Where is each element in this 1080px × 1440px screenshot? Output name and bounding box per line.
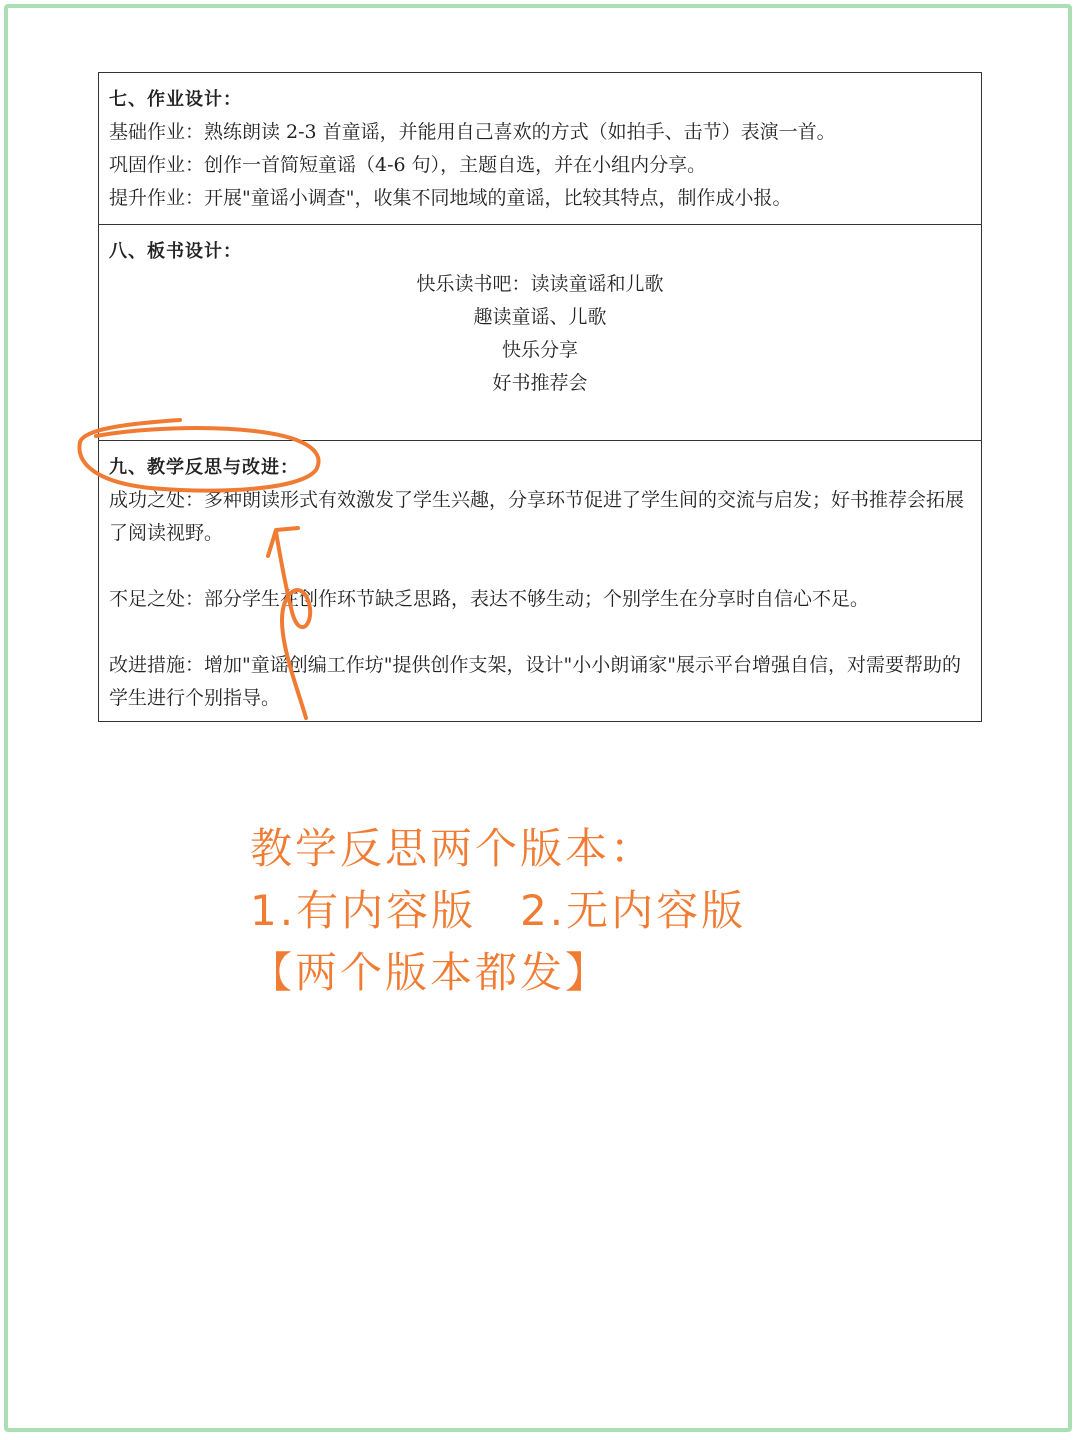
reflection-section <box>99 441 981 721</box>
board-line: 趣读童谣、儿歌 <box>473 306 607 328</box>
version-note-both: 【两个版本都发】 <box>250 948 611 997</box>
board-line: 快乐分享 <box>501 339 578 361</box>
version-note <box>250 818 746 1004</box>
reflection-shortcoming: 不足之处：部分学生在创作环节缺乏思路，表达不够生动；个别学生在分享时自信心不足。 <box>109 588 870 610</box>
version-with-content: 1.有内容版 <box>250 886 477 935</box>
version-without-content: 2.无内容版 <box>520 886 747 935</box>
reflection-heading: 九、教学反思与改进： <box>109 457 299 478</box>
board-design-heading: 八、板书设计： <box>109 241 242 262</box>
lesson-plan-table <box>98 72 982 722</box>
homework-advanced: 提升作业：开展"童谣小调查"，收集不同地域的童谣，比较其特点，制作成小报。 <box>109 187 792 209</box>
version-note-options <box>250 880 746 942</box>
reflection-success: 成功之处：多种朗读形式有效激发了学生兴趣，分享环节促进了学生间的交流与启发；好书推荐会拓展了阅读视野。 <box>109 489 965 544</box>
homework-basic: 基础作业：熟练朗读 2-3 首童谣，并能用自己喜欢的方式（如拍手、击节）表演一首。 <box>109 121 836 143</box>
board-line: 好书推荐会 <box>492 372 588 394</box>
homework-consolidate: 巩固作业：创作一首简短童谣（4-6 句），主题自选，并在小组内分享。 <box>109 154 707 176</box>
board-design-content <box>109 268 971 400</box>
board-design-section <box>99 225 981 441</box>
homework-section <box>99 73 981 225</box>
board-title: 快乐读书吧：读读童谣和儿歌 <box>416 273 664 295</box>
homework-heading: 七、作业设计： <box>109 89 242 110</box>
version-note-title: 教学反思两个版本： <box>250 824 656 873</box>
reflection-improvement: 改进措施：增加"童谣创编工作坊"提供创作支架，设计"小小朗诵家"展示平台增强自信，对需要帮助的学生进行个别指导。 <box>109 654 961 709</box>
